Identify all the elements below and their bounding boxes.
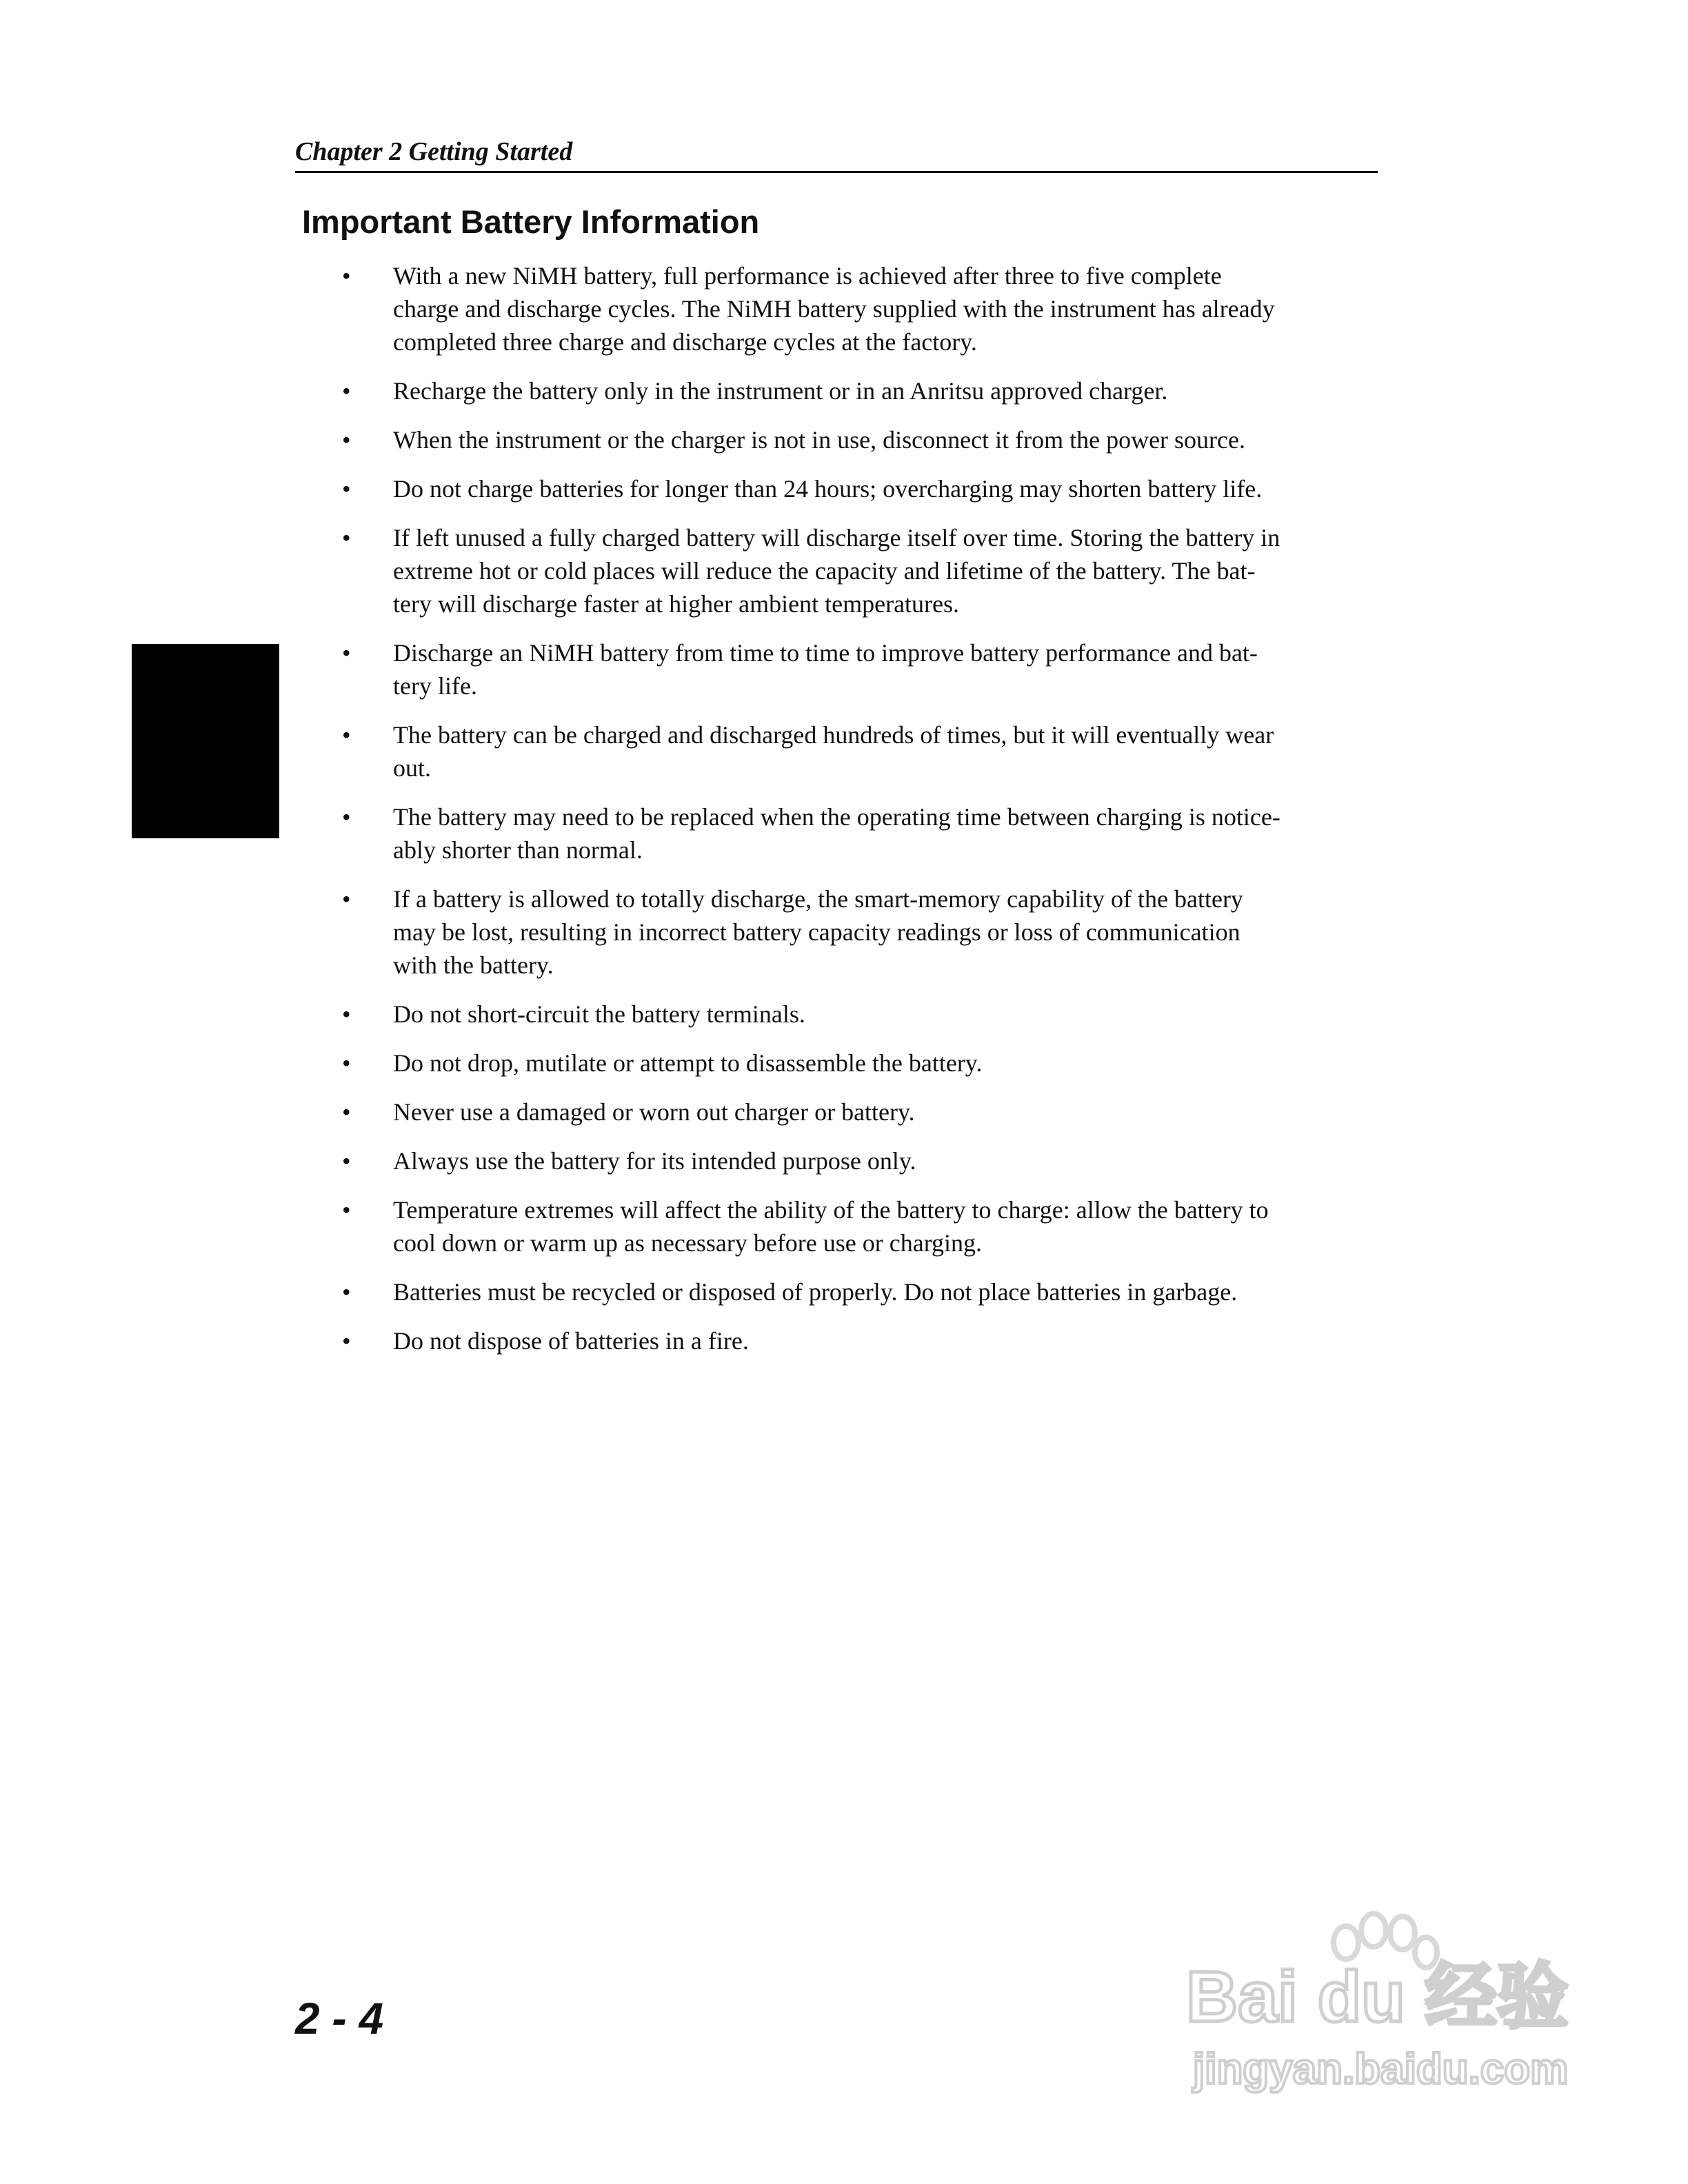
bullet-icon: • [342,524,351,552]
bullet-icon: • [342,262,351,290]
bullet-text-line: Recharge the battery only in the instrument or in an Anritsu approved charger. [393,377,1168,405]
bullet-text-line: Discharge an NiMH battery from time to time to improve battery performance and bat- [393,639,1258,667]
bullet-icon: • [342,1327,351,1355]
bullet-icon: • [342,377,351,405]
bullet-text-line: Do not dispose of batteries in a fire. [393,1327,749,1355]
bullet-text [393,374,1386,407]
bullet-icon: • [342,1000,351,1028]
bullet-text [393,1046,1386,1080]
bullet-icon: • [342,803,351,831]
bullet-text-line: out. [393,754,432,782]
bullet-text-line: charge and discharge cycles. The NiMH battery supplied with the instrument has already [393,295,1275,323]
bullet-text-line: Always use the battery for its intended purpose only. [393,1147,916,1175]
bullet-text-line: may be lost, resulting in incorrect battery capacity readings or loss of communication [393,918,1240,946]
watermark-url-text: jingyan.baidu.com [1193,2045,1569,2093]
bullet-text-line: Never use a damaged or worn out charger or battery. [393,1098,915,1126]
section-title: Important Battery Information [302,203,760,240]
bullet-icon: • [342,475,351,503]
bullet-text [393,718,1386,785]
bullet-text [393,472,1386,505]
bullet-text-line: ably shorter than normal. [393,836,643,864]
bullet-text-line: tery life. [393,672,477,700]
bullet-text-line: Do not short-circuit the battery terminals. [393,1000,805,1028]
bullet-icon: • [342,1196,351,1224]
bullet-text-line: Temperature extremes will affect the ability of the battery to charge: allow the battery to [393,1196,1269,1224]
bullet-icon: • [342,721,351,749]
bullet-icon: • [342,885,351,913]
bullet-icon: • [342,639,351,667]
bullet-text [393,1193,1386,1260]
running-header [295,135,1378,173]
bullet-text [393,1095,1386,1129]
bullet-icon: • [342,426,351,454]
bullet-text [393,1324,1386,1357]
watermark-logo-text: Bai du 经验 [1186,1957,1569,2037]
bullet-icon: • [342,1049,351,1077]
bullet-text-line: completed three charge and discharge cycles at the factory. [393,328,977,356]
bullet-text-line: With a new NiMH battery, full performance is achieved after three to five complete [393,262,1222,290]
bullet-icon: • [342,1098,351,1126]
bullet-text-line: Do not drop, mutilate or attempt to disassemble the battery. [393,1049,983,1077]
bullet-text-line: cool down or warm up as necessary before use or charging. [393,1229,983,1257]
bullet-text [393,800,1386,867]
bullet-text-line: The battery may need to be replaced when the operating time between charging is notice- [393,803,1280,831]
bullet-text-line: If a battery is allowed to totally discharge, the smart-memory capability of the battery [393,885,1243,913]
bullet-text-line: Batteries must be recycled or disposed of properly. Do not place batteries in garbage. [393,1278,1238,1306]
bullet-text-line: If left unused a fully charged battery will discharge itself over time. Storing the battery in [393,524,1280,552]
bullet-text-line: The battery can be charged and discharged hundreds of times, but it will eventually wear [393,721,1274,749]
bullet-text-line: Do not charge batteries for longer than 24 hours; overcharging may shorten battery life. [393,475,1263,503]
bullet-text [393,521,1386,620]
bullet-text [393,998,1386,1031]
bullet-icon: • [342,1147,351,1175]
bullet-text-line: extreme hot or cold places will reduce the capacity and lifetime of the battery. The bat- [393,557,1256,585]
bullet-icon: • [342,1278,351,1306]
bullet-text [393,259,1386,358]
bullet-text [393,423,1386,456]
baidu-jingyan-watermark [1172,1903,1586,2110]
bullet-text-line: When the instrument or the charger is not in use, disconnect it from the power source. [393,426,1245,454]
page-number: 2 - 4 [295,1994,384,2043]
bullet-text [393,1275,1386,1308]
bullet-text [393,1144,1386,1177]
bullet-text [393,636,1386,702]
bullet-text-line: with the battery. [393,951,554,979]
running-header-title: Chapter 2 Getting Started [295,137,573,166]
chapter-thumb-tab [132,644,279,838]
bullet-text-line: tery will discharge faster at higher ambient temperatures. [393,590,960,618]
bullet-text [393,882,1386,982]
